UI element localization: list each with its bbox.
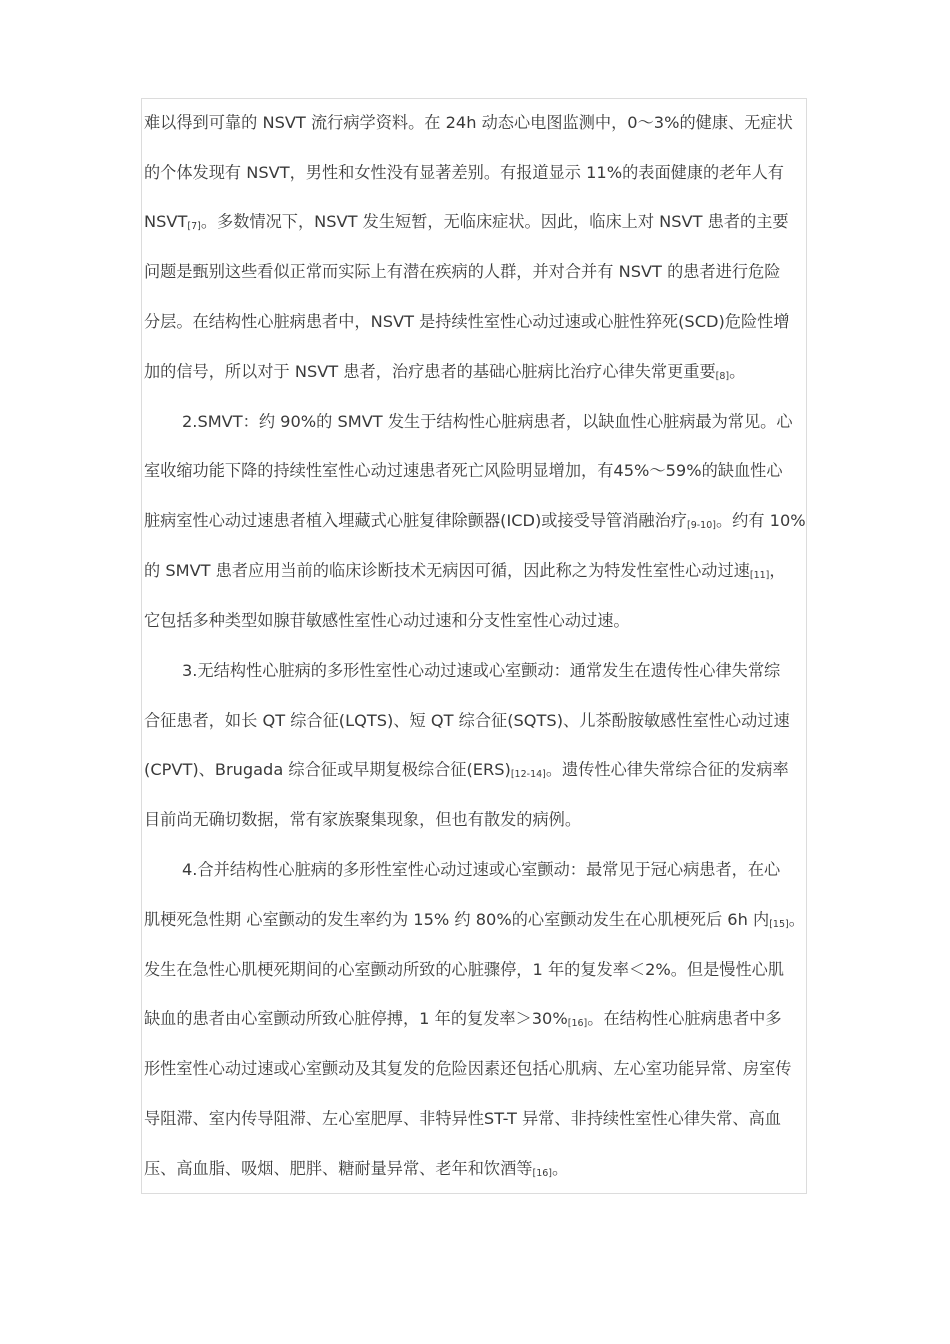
line-text-after: 。在结构性心脏病患者中多 (587, 1009, 782, 1028)
line-text: 形性室性心动过速或心室颤动及其复发的危险因素还包括心肌病、左心室功能异常、房室传 (144, 1059, 792, 1078)
citation-ref[interactable]: [8] (715, 371, 730, 382)
line-text-after: 。约有 10% (715, 511, 806, 530)
citation-ref[interactable]: [15] (769, 919, 789, 930)
text-line (182, 407, 793, 437)
line-text: 它包括多种类型如腺苷敏感性室性心动过速和分支性室性心动过速。 (144, 611, 630, 630)
text-line (182, 656, 780, 686)
text-line (144, 1154, 568, 1184)
text-line (144, 905, 805, 935)
citation-ref[interactable]: [16] (532, 1168, 553, 1179)
line-text: 发生在急性心肌梗死期间的心室颤动所致的心脏骤停，1 年的复发率＜2%。但是慢性心肌 (144, 960, 785, 979)
line-text: 导阻滞、室内传导阻滞、左心室肥厚、非特异性ST-T 异常、非持续性室性心律失常、高血 (144, 1109, 781, 1128)
line-text: 4.合并结构性心脏病的多形性室性心动过速或心室颤动：最常见于冠心病患者，在心 (182, 860, 781, 879)
text-line (144, 158, 784, 188)
line-text-after: 。 (788, 910, 805, 929)
line-text: 合征患者，如长 QT 综合征(LQTS)、短 QT 综合征(SQTS)、儿茶酚胺敏感性室性心动过速 (144, 711, 790, 730)
line-text: 加的信号，所以对于 NSVT 患者，治疗患者的基础心脏病比治疗心律失常更重要 (144, 362, 716, 381)
line-text: 脏病室性心动过速患者植入埋藏式心脏复律除颤器(ICD)或接受导管消融治疗 (144, 511, 687, 530)
line-text: 的个体发现有 NSVT，男性和女性没有显著差别。有报道显示 11%的表面健康的老年人有 (144, 163, 784, 182)
text-line (144, 1004, 782, 1034)
line-text-after: 。多数情况下，NSVT 发生短暂，无临床症状。因此，临床上对 NSVT 患者的主要 (200, 212, 789, 231)
line-text: 分层。在结构性心脏病患者中，NSVT 是持续性室性心动过速或心脏性猝死(SCD)危险性增 (144, 312, 790, 331)
citation-ref[interactable]: [11] (749, 570, 770, 581)
line-text: 缺血的患者由心室颤动所致心脏停搏，1 年的复发率＞30% (144, 1009, 568, 1028)
citation-ref[interactable]: [9-10] (686, 520, 716, 531)
text-line (182, 855, 780, 885)
line-text: 3.无结构性心脏病的多形性室性心动过速或心室颤动：通常发生在遗传性心律失常综 (182, 661, 781, 680)
text-line (144, 556, 786, 586)
text-line (144, 1104, 781, 1134)
text-line (144, 108, 793, 138)
text-line (144, 357, 745, 387)
line-text: 问题是甄别这些看似正常而实际上有潜在疾病的人群，并对合并有 NSVT 的患者进行危险 (144, 262, 781, 281)
line-text: 2.SMVT：约 90%的 SMVT 发生于结构性心脏病患者，以缺血性心脏病最为常见。心 (182, 412, 793, 431)
text-line (144, 955, 784, 985)
line-text: 难以得到可靠的 NSVT 流行病学资料。在 24h 动态心电图监测中，0～3%的健康、无症状 (144, 113, 793, 132)
text-line (144, 207, 789, 237)
line-text-after: 。 (552, 1159, 569, 1178)
line-text: 肌梗死急性期 心室颤动的发生率约为 15% 约 80%的心室颤动发生在心肌梗死后 6h 内 (144, 910, 770, 929)
citation-ref[interactable]: [16] (567, 1018, 588, 1029)
line-text: 的 SMVT 患者应用当前的临床诊断技术无病因可循，因此称之为特发性室性心动过速 (144, 561, 750, 580)
text-line (144, 257, 780, 287)
text-line (144, 606, 630, 636)
text-line (144, 755, 789, 785)
text-line (144, 1054, 792, 1084)
text-line (144, 506, 806, 536)
line-text: 室收缩功能下降的持续性室性心动过速患者死亡风险明显增加，有45%～59%的缺血性心 (144, 461, 783, 480)
line-text: 压、高血脂、吸烟、肥胖、糖耐量异常、老年和饮酒等 (144, 1159, 533, 1178)
line-text: NSVT (144, 212, 188, 231)
line-text-after: ， (769, 561, 786, 580)
text-line (144, 706, 790, 736)
text-line (144, 307, 790, 337)
line-text-after: 。 (729, 362, 746, 381)
citation-ref[interactable]: [12-14] (510, 769, 546, 780)
text-line (144, 456, 783, 486)
line-text: (CPVT)、Brugada 综合征或早期复极综合征(ERS) (144, 760, 511, 779)
citation-ref[interactable]: [7] (187, 221, 201, 232)
line-text-after: 。遗传性心律失常综合征的发病率 (545, 760, 789, 779)
line-text: 目前尚无确切数据，常有家族聚集现象，但也有散发的病例。 (144, 810, 582, 829)
text-line (144, 805, 581, 835)
